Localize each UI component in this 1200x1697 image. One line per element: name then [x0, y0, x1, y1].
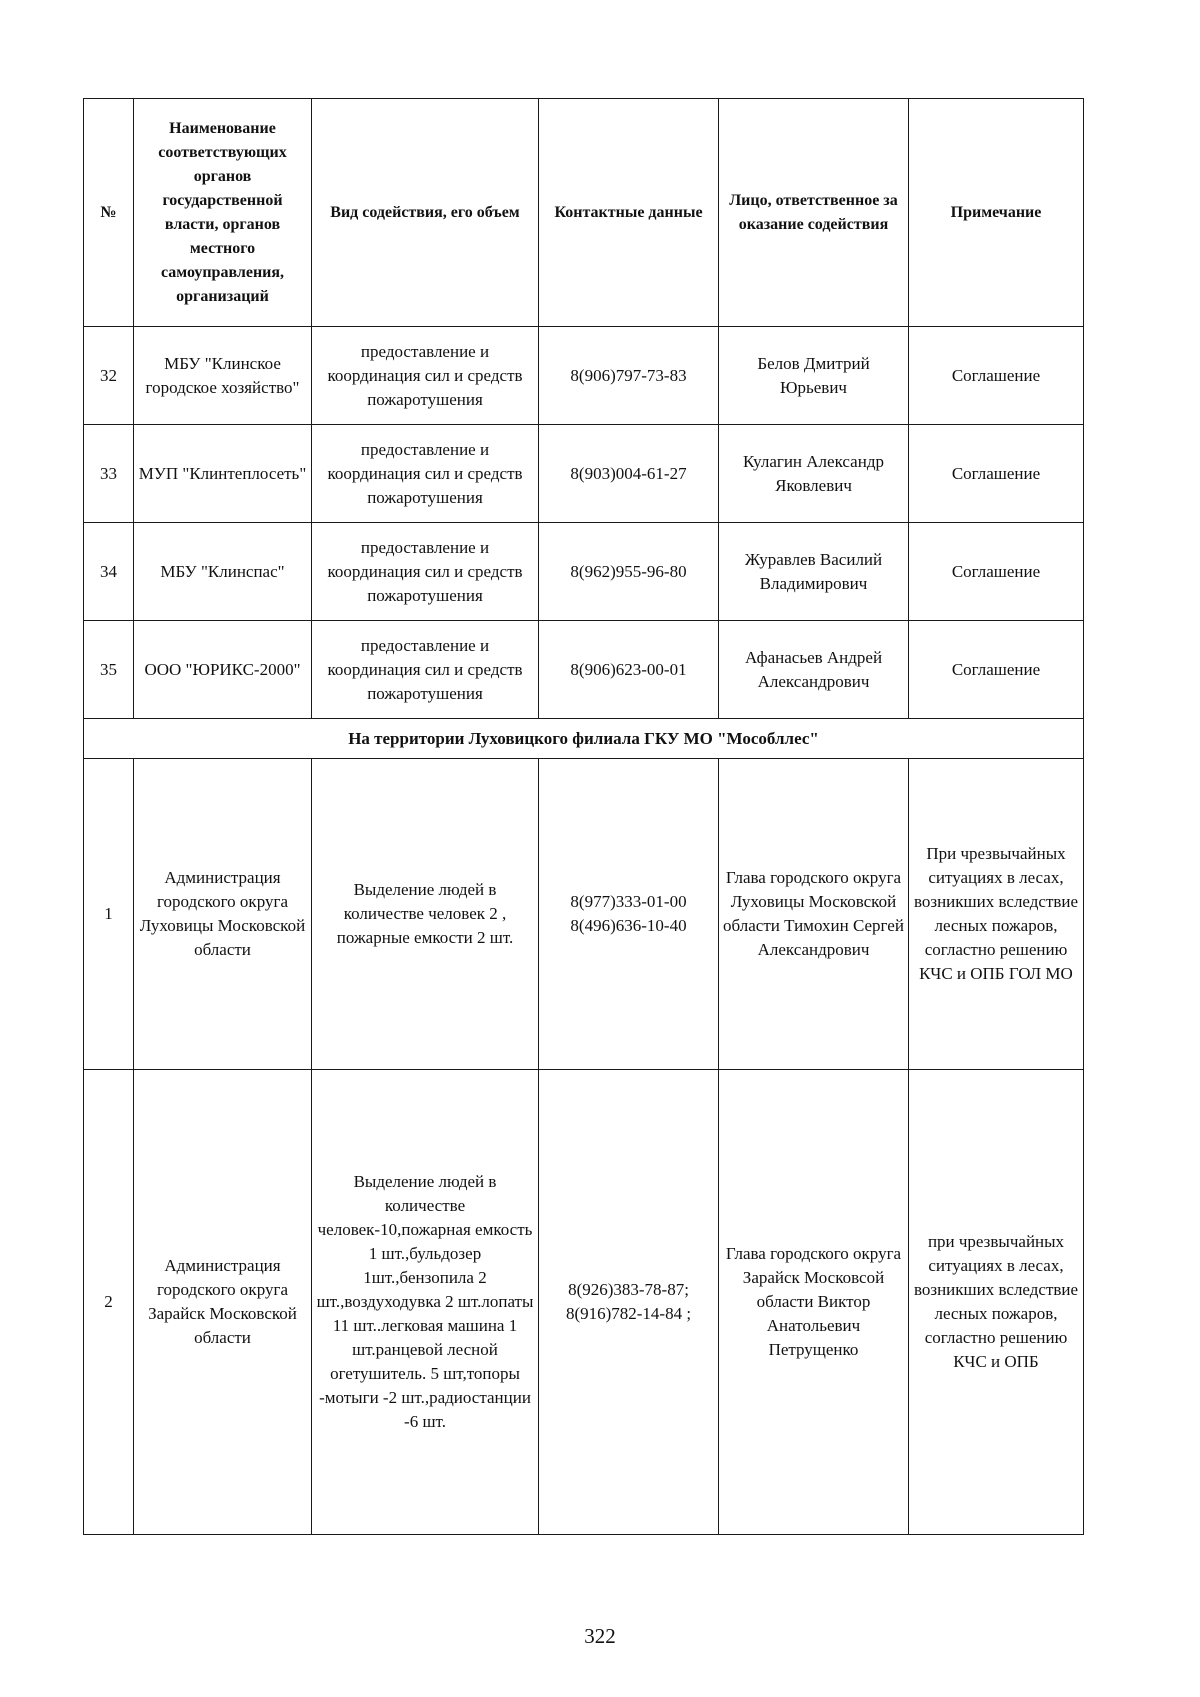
row-contacts: 8(962)955-96-80 — [539, 523, 719, 621]
row-contacts: 8(903)004-61-27 — [539, 425, 719, 523]
row-organization: ООО "ЮРИКС-2000" — [134, 621, 312, 719]
row-note: Соглашение — [909, 621, 1084, 719]
row-contacts: 8(926)383-78-87; 8(916)782-14-84 ; — [539, 1070, 719, 1535]
row-assistance: предоставление и координация сил и средств пожаротушения — [312, 425, 539, 523]
row-responsible-person: Журавлев Василий Владимирович — [719, 523, 909, 621]
row-number: 1 — [84, 759, 134, 1070]
row-number: 35 — [84, 621, 134, 719]
row-responsible-person: Глава городского округа Луховицы Московской области Тимохин Сергей Александрович — [719, 759, 909, 1070]
row-organization: Администрация городского округа Зарайск Московской области — [134, 1070, 312, 1535]
row-assistance: предоставление и координация сил и средств пожаротушения — [312, 523, 539, 621]
page-number: 322 — [584, 1624, 616, 1648]
row-note: Соглашение — [909, 523, 1084, 621]
table-row — [84, 621, 1084, 719]
row-note: Соглашение — [909, 327, 1084, 425]
row-note: При чрезвычайных ситуациях в лесах, возникших вследствие лесных пожаров, согластно решению КЧС и ОПБ ГОЛ МО — [909, 759, 1084, 1070]
table-row — [84, 523, 1084, 621]
row-organization: МУП "Клинтеплосеть" — [134, 425, 312, 523]
row-assistance: предоставление и координация сил и средств пожаротушения — [312, 327, 539, 425]
table-row — [84, 1070, 1084, 1535]
header-organization: Наименование соответствующих органов государственной власти, органов местного самоуправления, организаций — [134, 99, 312, 327]
assistance-table — [83, 98, 1084, 1535]
row-contacts: 8(906)623-00-01 — [539, 621, 719, 719]
row-assistance: Выделение людей в количестве человек-10,пожарная емкость 1 шт.,бульдозер 1шт.,бензопила 2 шт.,воздуходувка 2 шт.лопаты 11 шт..легковая машина 1 шт.ранцевой лесной огетушитель. 5 шт,топоры -мотыги -2 шт.,радиостанции -6 шт. — [312, 1070, 539, 1535]
header-assistance: Вид содействия, его объем — [312, 99, 539, 327]
row-note: при чрезвычайных ситуациях в лесах, возникших вследствие лесных пожаров, согластно решению КЧС и ОПБ — [909, 1070, 1084, 1535]
row-assistance: Выделение людей в количестве человек 2 , пожарные емкости 2 шт. — [312, 759, 539, 1070]
row-responsible-person: Афанасьев Андрей Александрович — [719, 621, 909, 719]
row-responsible-person: Глава городского округа Зарайск Московсой области Виктор Анатольевич Петрущенко — [719, 1070, 909, 1535]
section-row — [84, 719, 1084, 759]
row-responsible-person: Белов Дмитрий Юрьевич — [719, 327, 909, 425]
row-contacts: 8(906)797-73-83 — [539, 327, 719, 425]
row-organization: МБУ "Клинское городское хозяйство" — [134, 327, 312, 425]
table-row — [84, 759, 1084, 1070]
table-row — [84, 425, 1084, 523]
header-contacts: Контактные данные — [539, 99, 719, 327]
row-assistance: предоставление и координация сил и средств пожаротушения — [312, 621, 539, 719]
row-number: 32 — [84, 327, 134, 425]
row-contacts: 8(977)333-01-00 8(496)636-10-40 — [539, 759, 719, 1070]
table-row — [84, 327, 1084, 425]
row-note: Соглашение — [909, 425, 1084, 523]
row-number: 2 — [84, 1070, 134, 1535]
row-organization: Администрация городского округа Луховицы Московской области — [134, 759, 312, 1070]
row-responsible-person: Кулагин Александр Яковлевич — [719, 425, 909, 523]
section-title: На территории Луховицкого филиала ГКУ МО "Мособллес" — [84, 719, 1084, 759]
row-number: 34 — [84, 523, 134, 621]
header-responsible-person: Лицо, ответственное за оказание содействия — [719, 99, 909, 327]
row-number: 33 — [84, 425, 134, 523]
header-note: Примечание — [909, 99, 1084, 327]
table-header-row — [84, 99, 1084, 327]
header-number: № — [84, 99, 134, 327]
row-organization: МБУ "Клинспас" — [134, 523, 312, 621]
